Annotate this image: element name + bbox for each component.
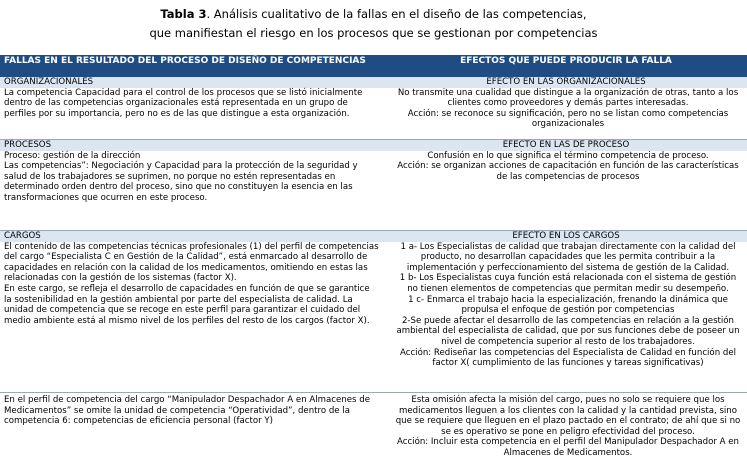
section-cargos-right — [385, 231, 747, 392]
section-procesos — [0, 139, 747, 230]
section-label: CARGOS — [0, 231, 385, 242]
effect-text: Confusión en lo que significa el término competencia de proceso. — [427, 150, 709, 161]
section-organizacionales-left — [0, 77, 385, 139]
caption-line-2: que manifiestan el riesgo en los procesos que se gestionan por competencias — [149, 26, 598, 40]
section-manipulador — [0, 392, 747, 464]
caption-label: Tabla 3 — [160, 7, 207, 21]
section-text: La competencia Capacidad para el control de los procesos que se listó inicialmente dentro de las competencias organizacionales está representada en un grupo de perfiles por su importancia, pero no es de las que distingue a esta organización. — [4, 87, 363, 119]
section-text: Las competencias”: Negociación y Capacidad para la protección de la seguridad y salud de los trabajadores se suprimen, no porque no estén representadas en determinado orden dentro del proceso, sino que no constituyen la esencia en las transformaciones que ocurren en este proceso. — [4, 161, 358, 203]
action-text: Acción: Incluir esta competencia en el perfil del Manipulador Despachador A en Almacenes de Medicamentos. — [397, 437, 739, 458]
section-label: EFECTO EN LAS DE PROCESO — [385, 140, 747, 151]
section-manipulador-left — [0, 395, 385, 464]
header-right: EFECTOS QUE PUEDE PRODUCIR LA FALLA — [460, 56, 672, 66]
section-text: El contenido de las competencias técnicas profesionales (1) del perfil de competencias del cargo “Especialista C en Gestión de la Calidad”, está enmarcado al desarrollo de capacidades en relación con la calidad de los medicamentos, omitiendo en estas las relacionadas con la gestión de los sistemas (factor X). — [4, 241, 379, 284]
section-procesos-right — [385, 140, 747, 230]
section-label: PROCESOS — [0, 140, 385, 151]
effect-1a: 1 a- Los Especialistas de calidad que trabajan directamente con la calidad del producto, no desarrollan capacidades que les permita contribuir a la implementación y perfeccionamiento del sistema de gestión de la Calidad. — [400, 241, 736, 273]
effect-text: No transmite una cualidad que distingue a la organización de otras, tanto a los clientes como proveedores y demás partes interesadas. — [397, 87, 739, 109]
section-label: ORGANIZACIONALES — [0, 77, 385, 88]
caption-line-1 — [0, 6, 747, 22]
action-text: Acción: Rediseñar las competencias del Especialista de Calidad en función del factor X( cumplimiento de las funciones y tareas significativas) — [400, 347, 736, 369]
section-organizacionales — [0, 77, 747, 139]
table-caption — [0, 0, 747, 42]
section-manipulador-right — [385, 395, 747, 464]
section-procesos-left — [0, 140, 385, 230]
effect-1b: 1 b- Los Especialistas cuya función está relacionada con el sistema de gestión no tienen elementos de competencias que permitan medir su desempeño. — [399, 273, 737, 294]
effect-2: 2-Se puede afectar el desarrollo de las competencias en relación a la gestión ambiental del especialista de calidad, que por sus funciones debe de poseer un nivel de competencia superior al resto de los trabajadores. — [396, 315, 740, 347]
action-text: Acción: se organizan acciones de capacitación en función de las características de las competencias de procesos — [397, 161, 739, 182]
section-label: EFECTO EN LAS ORGANIZACIONALES — [385, 77, 747, 88]
analysis-table — [0, 55, 747, 464]
section-cargos-left — [0, 231, 385, 392]
section-cargos — [0, 230, 747, 392]
table-header — [0, 55, 747, 77]
caption-title-rest: . Análisis cualitativo de la fallas en el diseño de las competencias, — [206, 7, 587, 21]
action-text: Acción: se reconoce su significación, pero no se listan como competencias organizacionales — [407, 108, 729, 130]
effect-1c: 1 c- Enmarca el trabajo hacia la especialización, frenando la dinámica que propulsa el enfoque de gestión por competencias — [408, 294, 728, 316]
process-name: Proceso: gestión de la dirección — [4, 150, 141, 161]
effect-text: Esta omisión afecta la misión del cargo, pues no solo se requiere que los medicamentos lleguen a los clientes con la calidad y la cantidad prevista, sino que se requiere que lleguen en el plazo pactado en el contrato; de ahí que si no se es operativo se pone en peligro efectividad del proceso. — [395, 395, 741, 437]
header-left: FALLAS EN EL RESULTADO DEL PROCESO DE DISEÑO DE COMPETENCIAS — [4, 56, 366, 66]
section-label: EFECTO EN LOS CARGOS — [385, 231, 747, 242]
section-text: En el perfil de competencia del cargo “Manipulador Despachador A en Almacenes de Medicamentos” se omite la unidad de competencia “Operatividad”, dentro de la competencia 6: competencias de eficiencia personal (factor Y) — [4, 395, 370, 427]
section-text: En este cargo, se refleja el desarrollo de capacidades en función de que se garantice la sostenibilidad en la gestión ambiental por parte del especialista de calidad. La unidad de competencia que se recoge en este perfil para garantizar el cuidado del medio ambiente está al mismo nivel de los perfiles del resto de los cargos (factor X). — [4, 283, 370, 326]
section-organizacionales-right — [385, 77, 747, 139]
